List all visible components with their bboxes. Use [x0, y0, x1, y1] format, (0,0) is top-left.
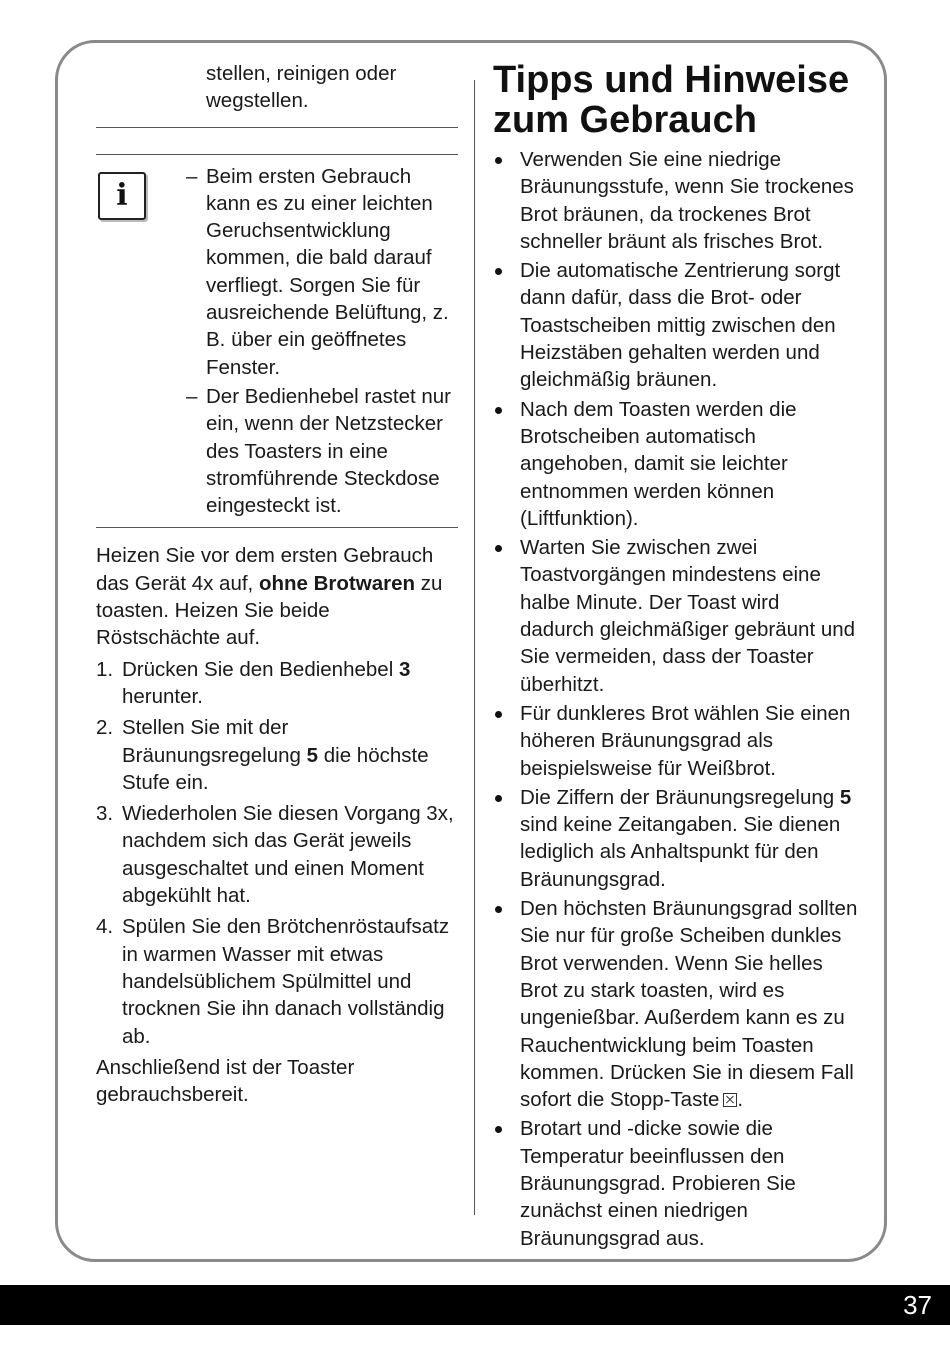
list-item: Den höchsten Bräunungsgrad sollten Sie nur für große Scheiben dunkles Brot verwenden. Wenn Sie helles Brot zu stark toasten, wird es ungenießbar. Außerdem kann es zu Rauchentwicklung beim Toasten kommen. Drücken Sie in diesem Fall sofort die Stopp-Taste . — [493, 895, 858, 1113]
list-item: 2. Stellen Sie mit der Bräunungsregelung 5 die höchste Stufe ein. — [96, 716, 429, 794]
info-icon: i — [98, 172, 146, 220]
divider — [96, 527, 458, 528]
list-item: Verwenden Sie eine niedrige Bräunungsstufe, wenn Sie trockenes Brot bräunen, da trockenes Brot schneller bräunt als frisches Brot. — [493, 146, 858, 255]
list-item: Warten Sie zwischen zwei Toastvorgängen mindestens eine halbe Minute. Der Toast wird dadurch gleichmäßiger gebräunt und Sie vermeiden, dass der Toaster überhitzt. — [493, 534, 858, 698]
bullet-icon — [495, 268, 502, 275]
intro-paragraph: Heizen Sie vor dem ersten Gebrauch das Gerät 4x auf, ohne Brotwaren zu toasten. Heizen Sie beide Röstschächte auf. — [96, 544, 443, 650]
right-column — [493, 60, 858, 1254]
bullet-icon — [495, 906, 502, 913]
list-item: Nach dem Toasten werden die Brotscheiben automatisch angehoben, damit sie leichter entnommen werden können (Liftfunktion). — [493, 396, 858, 532]
bullet-icon — [495, 545, 502, 552]
info-note: – Der Bedienhebel rastet nur ein, wenn der Netzstecker des Toasters in eine stromführende Steckdose eingesteckt ist. — [186, 384, 452, 518]
bullet-icon — [495, 1126, 502, 1133]
steps-list — [96, 656, 458, 1050]
divider — [96, 127, 458, 128]
bullet-icon — [495, 157, 502, 164]
bullet-icon — [495, 711, 502, 718]
closing-text: Anschließend ist der Toaster gebrauchsbereit. — [96, 1055, 355, 1107]
stop-button-icon — [723, 1093, 737, 1107]
footer-bar — [0, 1285, 950, 1325]
bullet-icon — [495, 407, 502, 414]
tips-list — [493, 146, 858, 1252]
bullet-icon — [495, 795, 502, 802]
section-heading: Tipps und Hinweise zum Gebrauch — [493, 59, 850, 141]
list-item: Brotart und -dicke sowie die Temperatur beeinflussen den Bräunungsgrad. Probieren Sie zunächst einen niedrigen Bräunungsgrad aus. — [493, 1115, 858, 1251]
list-item: Die automatische Zentrierung sorgt dann dafür, dass die Brot- oder Toastscheiben mittig zwischen den Heizstäben gehalten werden und gleichmäßig bräunen. — [493, 257, 858, 393]
column-divider — [474, 80, 475, 1215]
list-item: 1. Drücken Sie den Bedienhebel 3 herunter. — [96, 657, 411, 708]
info-note-block — [96, 155, 458, 528]
continuation-text: stellen, reinigen oder wegstellen. — [206, 62, 397, 113]
list-item: 4. Spülen Sie den Brötchenröstaufsatz in warmen Wasser mit etwas handelsüblichem Spülmittel und trocknen Sie ihn danach vollständig ab. — [96, 915, 450, 1048]
page-number: 37 — [903, 1290, 932, 1320]
left-column — [96, 60, 458, 1108]
list-item: Die Ziffern der Bräunungsregelung 5 sind keine Zeitangaben. Sie dienen lediglich als Anhaltspunkt für den Bräunungsgrad. — [493, 784, 858, 893]
info-note: – Beim ersten Gebrauch kann es zu einer leichten Geruchsentwicklung kommen, die bald darauf verfliegt. Sorgen Sie für ausreichende Belüftung, z. B. über ein geöffnetes Fenster. — [186, 164, 449, 379]
list-item: Für dunkleres Brot wählen Sie einen höheren Bräunungsgrad als beispielsweise für Weißbrot. — [493, 700, 858, 782]
list-item: 3. Wiederholen Sie diesen Vorgang 3x, nachdem sich das Gerät jeweils ausgeschaltet und einen Moment abgekühlt hat. — [96, 802, 454, 908]
